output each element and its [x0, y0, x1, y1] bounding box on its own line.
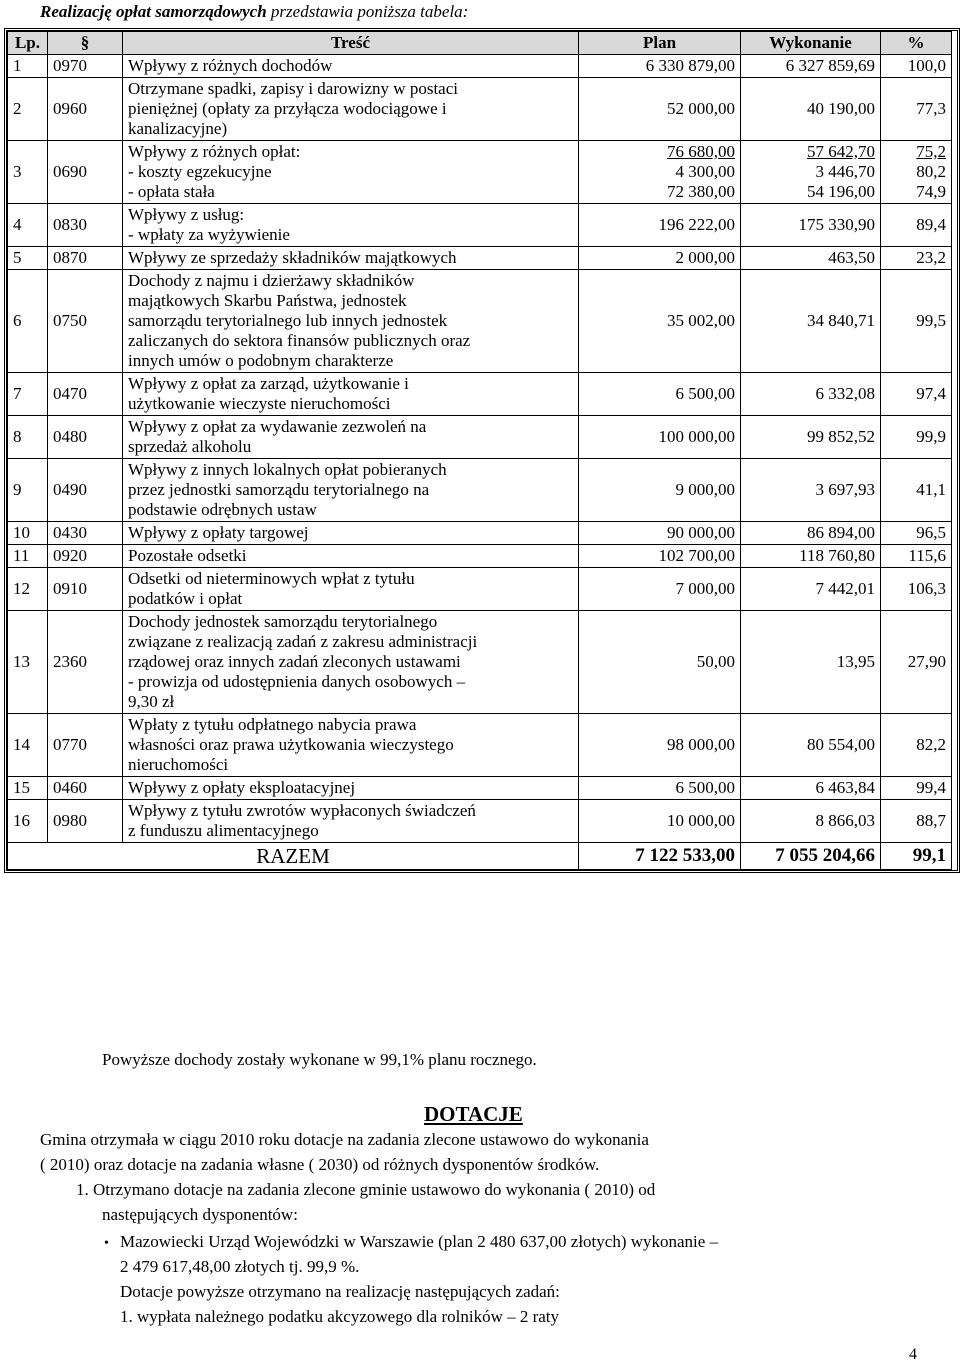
cell-paragraph: 0470	[48, 373, 123, 416]
cell-percent-line: 115,6	[908, 546, 946, 565]
cell-plan-line: 50,00	[696, 652, 735, 671]
header-execution: Wykonanie	[741, 32, 881, 55]
cell-content-line: podatków i opłat	[128, 589, 243, 608]
cell-lp: 16	[8, 800, 48, 843]
cell-percent	[881, 545, 952, 568]
cell-plan-line: 100 000,00	[658, 427, 735, 446]
cell-percent	[881, 611, 952, 714]
bullet-text-2: Dotacje powyższe otrzymano na realizację następujących zadań:	[120, 1282, 560, 1301]
table-row	[8, 545, 952, 568]
cell-percent	[881, 204, 952, 247]
cell-plan	[579, 416, 741, 459]
cell-lp: 1	[8, 55, 48, 78]
cell-percent-line: 75,2	[916, 142, 946, 161]
header-paragraph: §	[48, 32, 123, 55]
cell-paragraph: 0430	[48, 522, 123, 545]
cell-execution	[741, 545, 881, 568]
cell-percent-line: 41,1	[916, 480, 946, 499]
heading-rest: przedstawia poniższa tabela:	[266, 2, 469, 21]
cell-content-line: Wpływy z różnych dochodów	[128, 56, 333, 75]
cell-execution	[741, 611, 881, 714]
cell-execution-line: 13,95	[836, 652, 875, 671]
dotacje-item-1-cont: następujących dysponentów:	[102, 1205, 298, 1224]
cell-lp: 2	[8, 78, 48, 141]
table-body	[8, 55, 952, 843]
cell-percent-line: 96,5	[916, 523, 946, 542]
cell-content-line: Otrzymane spadki, zapisy i darowizny w postaci	[128, 79, 458, 98]
cell-percent-line: 99,9	[916, 427, 946, 446]
cell-percent	[881, 714, 952, 777]
cell-percent-line: 99,5	[916, 311, 946, 330]
cell-content-line: kanalizacyjne)	[128, 119, 228, 138]
cell-percent-line: 74,9	[916, 182, 946, 201]
cell-content-line: zaliczanych do sektora finansów publicznych oraz	[128, 331, 471, 350]
cell-content	[123, 141, 579, 204]
page-number: 4	[909, 1346, 917, 1363]
cell-lp: 9	[8, 459, 48, 522]
cell-content-line: Dochody jednostek samorządu terytorialnego	[128, 612, 438, 631]
cell-execution-line: 86 894,00	[807, 523, 875, 542]
cell-execution	[741, 78, 881, 141]
cell-plan	[579, 545, 741, 568]
cell-execution-line: 118 760,80	[799, 546, 875, 565]
cell-lp: 4	[8, 204, 48, 247]
cell-plan	[579, 459, 741, 522]
table-row	[8, 714, 952, 777]
cell-execution	[741, 55, 881, 78]
cell-percent	[881, 55, 952, 78]
table-header-row	[8, 32, 952, 55]
cell-percent	[881, 416, 952, 459]
cell-paragraph: 0980	[48, 800, 123, 843]
table-row	[8, 141, 952, 204]
cell-content	[123, 270, 579, 373]
table-row	[8, 55, 952, 78]
cell-plan-line: 9 000,00	[675, 480, 735, 499]
cell-content-line: Wpływy z tytułu zwrotów wypłaconych świadczeń	[128, 801, 476, 820]
cell-plan-line: 72 380,00	[667, 182, 735, 201]
cell-execution-line: 57 642,70	[807, 142, 875, 161]
cell-content	[123, 611, 579, 714]
cell-content-line: - wpłaty za wyżywienie	[128, 225, 290, 244]
cell-execution-line: 8 866,03	[815, 811, 875, 830]
cell-content-line: związane z realizacją zadań z zakresu administracji	[128, 632, 478, 651]
summary-text: Powyższe dochody zostały wykonane w 99,1% planu rocznego.	[102, 1050, 537, 1069]
table-row	[8, 78, 952, 141]
cell-percent	[881, 568, 952, 611]
cell-plan	[579, 714, 741, 777]
cell-execution-line: 6 332,08	[815, 384, 875, 403]
cell-plan-line: 196 222,00	[658, 215, 735, 234]
cell-content-line: Odsetki od nieterminowych wpłat z tytułu	[128, 569, 415, 588]
cell-execution	[741, 777, 881, 800]
cell-plan	[579, 522, 741, 545]
cell-plan-line: 7 000,00	[675, 579, 735, 598]
total-percent: 99,1	[881, 843, 952, 870]
cell-execution	[741, 568, 881, 611]
cell-content-line: - koszty egzekucyjne	[128, 162, 272, 181]
bullet-text-3: 1. wypłata należnego podatku akcyzowego dla rolników – 2 raty	[120, 1307, 560, 1326]
cell-percent-line: 100,0	[907, 56, 946, 75]
cell-percent	[881, 459, 952, 522]
cell-plan	[579, 777, 741, 800]
cell-execution	[741, 204, 881, 247]
table-row	[8, 611, 952, 714]
cell-content-line: Wpływy z opłaty targowej	[128, 523, 309, 542]
cell-execution-line: 175 330,90	[798, 215, 875, 234]
cell-percent-line: 77,3	[916, 99, 946, 118]
cell-paragraph: 0910	[48, 568, 123, 611]
table-row	[8, 204, 952, 247]
cell-lp: 11	[8, 545, 48, 568]
revenue-table	[4, 28, 960, 873]
dotacje-paragraph-2: ( 2010) oraz dotacje na zadania własne ( 2030) od różnych dysponentów środków.	[40, 1155, 600, 1174]
cell-paragraph: 0750	[48, 270, 123, 373]
table-row	[8, 270, 952, 373]
header-percent: %	[881, 32, 952, 55]
cell-execution-line: 80 554,00	[807, 735, 875, 754]
cell-content-line: 9,30 zł	[128, 692, 175, 711]
table-row	[8, 800, 952, 843]
cell-lp: 5	[8, 247, 48, 270]
cell-content	[123, 714, 579, 777]
cell-paragraph: 0690	[48, 141, 123, 204]
cell-plan-line: 35 002,00	[667, 311, 735, 330]
cell-percent	[881, 373, 952, 416]
cell-lp: 15	[8, 777, 48, 800]
cell-content-line: samorządu terytorialnego lub innych jednostek	[128, 311, 448, 330]
cell-execution-line: 6 463,84	[815, 778, 875, 797]
cell-content-line: Wpływy z różnych opłat:	[128, 142, 301, 161]
total-execution: 7 055 204,66	[741, 843, 881, 870]
cell-content-line: przez jednostki samorządu terytorialnego na	[128, 480, 430, 499]
cell-content	[123, 568, 579, 611]
bullet-text-1: Mazowiecki Urząd Wojewódzki w Warszawie (plan 2 480 637,00 złotych) wykonanie –	[120, 1232, 719, 1251]
cell-percent-line: 23,2	[916, 248, 946, 267]
cell-percent-line: 27,90	[907, 652, 946, 671]
cell-paragraph: 0960	[48, 78, 123, 141]
cell-plan-line: 52 000,00	[667, 99, 735, 118]
dotacje-paragraph-1: Gmina otrzymała w ciągu 2010 roku dotacje na zadania zlecone ustawowo do wykonania	[40, 1130, 649, 1149]
cell-percent	[881, 141, 952, 204]
cell-lp: 3	[8, 141, 48, 204]
cell-content-line: pieniężnej (opłaty za przyłącza wodociągowe i	[128, 99, 447, 118]
cell-plan-line: 90 000,00	[667, 523, 735, 542]
table-row	[8, 777, 952, 800]
cell-content	[123, 545, 579, 568]
table-row	[8, 522, 952, 545]
cell-content-line: z funduszu alimentacyjnego	[128, 821, 319, 840]
cell-content-line: Wpłaty z tytułu odpłatnego nabycia prawa	[128, 715, 417, 734]
table-row	[8, 416, 952, 459]
cell-content	[123, 55, 579, 78]
cell-lp: 6	[8, 270, 48, 373]
total-label: RAZEM	[8, 843, 579, 870]
cell-plan-line: 2 000,00	[675, 248, 735, 267]
cell-lp: 13	[8, 611, 48, 714]
cell-paragraph: 0770	[48, 714, 123, 777]
table-row	[8, 568, 952, 611]
cell-plan	[579, 270, 741, 373]
cell-content-line: nieruchomości	[128, 755, 229, 774]
cell-paragraph: 0870	[48, 247, 123, 270]
table-row	[8, 247, 952, 270]
cell-execution-line: 54 196,00	[807, 182, 875, 201]
cell-content	[123, 416, 579, 459]
cell-content-line: Wpływy z opłaty eksploatacyjnej	[128, 778, 356, 797]
cell-content	[123, 522, 579, 545]
cell-content-line: - opłata stała	[128, 182, 215, 201]
cell-content	[123, 247, 579, 270]
cell-percent-line: 106,3	[907, 579, 946, 598]
cell-execution-line: 463,50	[828, 248, 875, 267]
cell-content	[123, 204, 579, 247]
cell-paragraph: 0920	[48, 545, 123, 568]
cell-paragraph: 2360	[48, 611, 123, 714]
cell-execution-line: 6 327 859,69	[785, 56, 875, 75]
cell-plan	[579, 204, 741, 247]
cell-plan	[579, 611, 741, 714]
cell-lp: 7	[8, 373, 48, 416]
cell-content	[123, 78, 579, 141]
cell-execution-line: 3 446,70	[815, 162, 875, 181]
cell-percent-line: 99,4	[916, 778, 946, 797]
cell-plan-line: 6 500,00	[675, 384, 735, 403]
cell-plan-line: 102 700,00	[658, 546, 735, 565]
cell-percent	[881, 522, 952, 545]
cell-plan	[579, 141, 741, 204]
cell-paragraph: 0460	[48, 777, 123, 800]
cell-content-line: Dochody z najmu i dzierżawy składników	[128, 271, 415, 290]
cell-content-line: Wpływy z opłat za wydawanie zezwoleń na	[128, 417, 427, 436]
cell-content-line: majątkowych Skarbu Państwa, jednostek	[128, 291, 407, 310]
cell-paragraph: 0830	[48, 204, 123, 247]
cell-percent-line: 88,7	[916, 811, 946, 830]
cell-percent	[881, 270, 952, 373]
dotacje-title: DOTACJE	[424, 1102, 523, 1126]
cell-plan	[579, 55, 741, 78]
cell-content-line: rządowej oraz innych zadań zleconych ustawami	[128, 652, 461, 671]
cell-plan-line: 4 300,00	[675, 162, 735, 181]
cell-execution-line: 99 852,52	[807, 427, 875, 446]
cell-percent	[881, 78, 952, 141]
heading	[40, 2, 468, 22]
cell-execution	[741, 373, 881, 416]
cell-content-line: własności oraz prawa użytkowania wieczystego	[128, 735, 454, 754]
cell-paragraph: 0480	[48, 416, 123, 459]
cell-plan-line: 76 680,00	[667, 142, 735, 161]
cell-percent	[881, 800, 952, 843]
header-plan: Plan	[579, 32, 741, 55]
cell-execution	[741, 416, 881, 459]
cell-percent-line: 80,2	[916, 162, 946, 181]
cell-content-line: sprzedaż alkoholu	[128, 437, 252, 456]
cell-percent	[881, 777, 952, 800]
cell-plan-line: 10 000,00	[667, 811, 735, 830]
cell-execution	[741, 714, 881, 777]
cell-percent-line: 97,4	[916, 384, 946, 403]
heading-bold: Realizację opłat samorządowych	[40, 2, 267, 21]
cell-content-line: - prowizja od udostępnienia danych osobowych –	[128, 672, 466, 691]
table-row	[8, 373, 952, 416]
cell-content	[123, 459, 579, 522]
cell-lp: 10	[8, 522, 48, 545]
cell-execution	[741, 800, 881, 843]
cell-execution-line: 7 442,01	[815, 579, 875, 598]
cell-percent	[881, 247, 952, 270]
cell-content-line: użytkowanie wieczyste nieruchomości	[128, 394, 391, 413]
cell-plan-line: 6 500,00	[675, 778, 735, 797]
cell-plan-line: 98 000,00	[667, 735, 735, 754]
cell-execution-line: 40 190,00	[807, 99, 875, 118]
cell-plan-line: 6 330 879,00	[645, 56, 735, 75]
cell-plan	[579, 568, 741, 611]
cell-lp: 8	[8, 416, 48, 459]
dotacje-item-1: 1. Otrzymano dotacje na zadania zlecone gminie ustawowo do wykonania ( 2010) od	[76, 1180, 656, 1199]
cell-content	[123, 777, 579, 800]
cell-plan	[579, 247, 741, 270]
cell-percent-line: 89,4	[916, 215, 946, 234]
cell-execution-line: 3 697,93	[815, 480, 875, 499]
cell-plan	[579, 373, 741, 416]
header-lp: Lp.	[8, 32, 48, 55]
cell-paragraph: 0970	[48, 55, 123, 78]
cell-plan	[579, 78, 741, 141]
header-content: Treść	[123, 32, 579, 55]
cell-execution-line: 34 840,71	[807, 311, 875, 330]
cell-content-line: podstawie odrębnych ustaw	[128, 500, 317, 519]
cell-content	[123, 373, 579, 416]
bullet-text-1-cont: 2 479 617,48,00 złotych tj. 99,9 %.	[120, 1257, 360, 1276]
cell-percent-line: 82,2	[916, 735, 946, 754]
cell-paragraph: 0490	[48, 459, 123, 522]
cell-execution	[741, 522, 881, 545]
cell-content-line: Wpływy z opłat za zarząd, użytkowanie i	[128, 374, 409, 393]
cell-content-line: Wpływy ze sprzedaży składników majątkowych	[128, 248, 457, 267]
cell-content-line: innych umów o podobnym charakterze	[128, 351, 394, 370]
bullet-icon: •	[104, 1236, 109, 1251]
cell-execution	[741, 247, 881, 270]
cell-content-line: Pozostałe odsetki	[128, 546, 247, 565]
cell-lp: 12	[8, 568, 48, 611]
cell-content-line: Wpływy z usług:	[128, 205, 245, 224]
cell-execution	[741, 141, 881, 204]
cell-content-line: Wpływy z innych lokalnych opłat pobieranych	[128, 460, 447, 479]
total-row	[8, 843, 952, 870]
cell-execution	[741, 270, 881, 373]
table-row	[8, 459, 952, 522]
cell-plan	[579, 800, 741, 843]
total-plan: 7 122 533,00	[579, 843, 741, 870]
cell-content	[123, 800, 579, 843]
cell-lp: 14	[8, 714, 48, 777]
cell-execution	[741, 459, 881, 522]
